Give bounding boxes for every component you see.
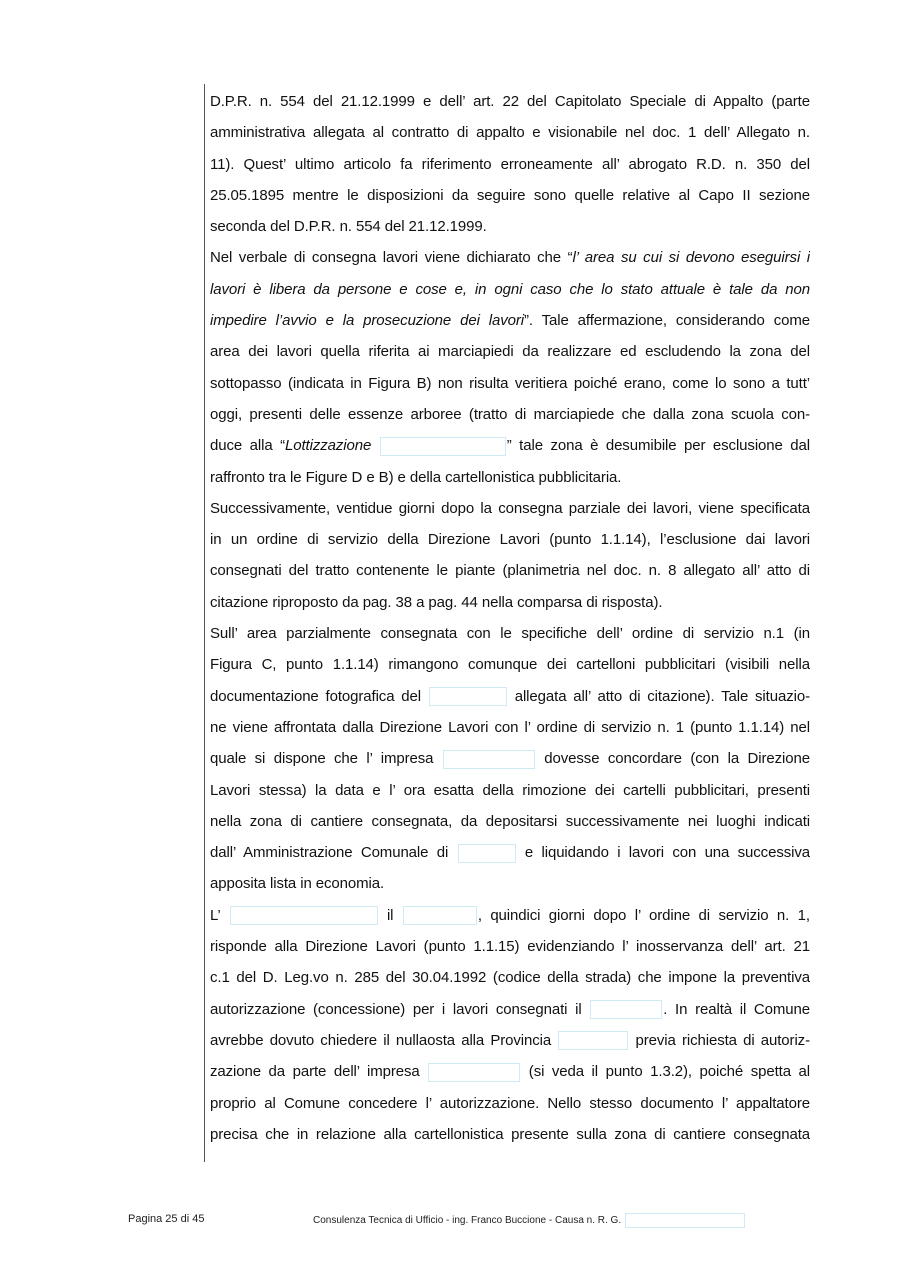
redaction-box: [443, 750, 535, 769]
margin-rule: [204, 84, 205, 1162]
redaction-box: [590, 1000, 662, 1019]
text-line: documentazione fotografica del allegata all’ atto di citazione). Tale situazio-: [210, 687, 810, 705]
redaction-box: [230, 906, 378, 925]
text-line: 25.05.1895 mentre le disposizioni da seguire sono quelle relative al Capo II sezione: [210, 186, 810, 204]
text-line: D.P.R. n. 554 del 21.12.1999 e dell’ art. 22 del Capitolato Speciale di Appalto (parte: [210, 93, 810, 110]
redaction-box: [625, 1213, 745, 1228]
text-line: impedire l’avvio e la prosecuzione dei lavori”. Tale affermazione, considerando come: [210, 312, 810, 330]
text-line: zazione da parte dell’ impresa (si veda il punto 1.3.2), poiché spetta al: [210, 1063, 810, 1081]
text-line: sottopasso (indicata in Figura B) non risulta veritiera poiché erano, come lo sono a tutt’: [210, 374, 810, 392]
footer-caption: Consulenza Tecnica di Ufficio - ing. Franco Buccione - Causa n. R. G.: [313, 1213, 746, 1228]
text-line: raffronto tra le Figure D e B) e della cartellonistica pubblicitaria.: [210, 468, 622, 486]
redaction-box: [429, 687, 507, 706]
text-line: seconda del D.P.R. n. 554 del 21.12.1999.: [210, 218, 487, 236]
text-line: Nel verbale di consegna lavori viene dichiarato che “l’ area su cui si devono eseguirsi i: [210, 249, 810, 267]
text-line: Figura C, punto 1.1.14) rimangono comunque dei cartelloni pubblicitari (visibili nella: [210, 656, 810, 674]
text-line: avrebbe dovuto chiedere il nullaosta alla Provincia previa richiesta di autoriz-: [210, 1031, 810, 1049]
text-line: Successivamente, ventidue giorni dopo la consegna parziale dei lavori, viene specificata: [210, 499, 810, 517]
redaction-box: [380, 437, 506, 456]
text-line: consegnati del tratto contenente le piante (planimetria nel doc. n. 8 allegato all’ atto di: [210, 562, 810, 580]
text-line: 11). Quest’ ultimo articolo fa riferimento erroneamente all’ abrogato R.D. n. 350 del: [210, 155, 810, 173]
text-line: oggi, presenti delle essenze arboree (tratto di marciapiede che dalla zona scuola con-: [210, 405, 810, 423]
text-line: lavori è libera da persone e cose e, in ogni caso che lo stato attuale è tale da non: [210, 280, 810, 298]
text-line: c.1 del D. Leg.vo n. 285 del 30.04.1992 (codice della strada) che impone la preventiva: [210, 969, 810, 987]
text-line: amministrativa allegata al contratto di appalto e visionabile nel doc. 1 dell’ Allegato n.: [210, 124, 810, 142]
page-number: Pagina 25 di 45: [128, 1213, 205, 1225]
text-line: quale si dispone che l’ impresa dovesse concordare (con la Direzione: [210, 750, 810, 768]
text-line: apposita lista in economia.: [210, 875, 385, 893]
text-line: risponde alla Direzione Lavori (punto 1.1.15) evidenziando l’ inosservanza dell’ art. 21: [210, 938, 810, 956]
text-line: Sull’ area parzialmente consegnata con le specifiche dell’ ordine di servizio n.1 (in: [210, 625, 810, 643]
text-line: area dei lavori quella riferita ai marciapiedi da realizzare ed escludendo la zona del: [210, 343, 810, 361]
text-line: duce alla “Lottizzazione ” tale zona è desumibile per esclusione dal: [210, 437, 810, 455]
redaction-box: [403, 906, 477, 925]
text-line: L’ il , quindici giorni dopo l’ ordine di servizio n. 1,: [210, 906, 810, 924]
text-line: in un ordine di servizio della Direzione Lavori (punto 1.1.14), l’esclusione dai lavori: [210, 531, 810, 549]
text-line: citazione riproposto da pag. 38 a pag. 44 nella comparsa di risposta).: [210, 593, 663, 611]
text-line: autorizzazione (concessione) per i lavori consegnati il . In realtà il Comune: [210, 1000, 810, 1018]
redaction-box: [558, 1031, 628, 1050]
text-line: precisa che in relazione alla cartellonistica presente sulla zona di cantiere consegnata: [210, 1125, 810, 1143]
text-line: ne viene affrontata dalla Direzione Lavori con l’ ordine di servizio n. 1 (punto 1.1.14) nel: [210, 718, 810, 736]
redaction-box: [428, 1063, 520, 1082]
text-line: proprio al Comune concedere l’ autorizzazione. Nello stesso documento l’ appaltatore: [210, 1094, 810, 1112]
text-line: nella zona di cantiere consegnata, da depositarsi successivamente nei luoghi indicati: [210, 812, 810, 830]
document-body: [210, 86, 810, 1150]
redaction-box: [458, 844, 516, 863]
text-line: Lavori stessa) la data e l’ ora esatta della rimozione dei cartelli pubblicitari, presenti: [210, 781, 810, 799]
text-line: dall’ Amministrazione Comunale di e liquidando i lavori con una successiva: [210, 844, 810, 862]
